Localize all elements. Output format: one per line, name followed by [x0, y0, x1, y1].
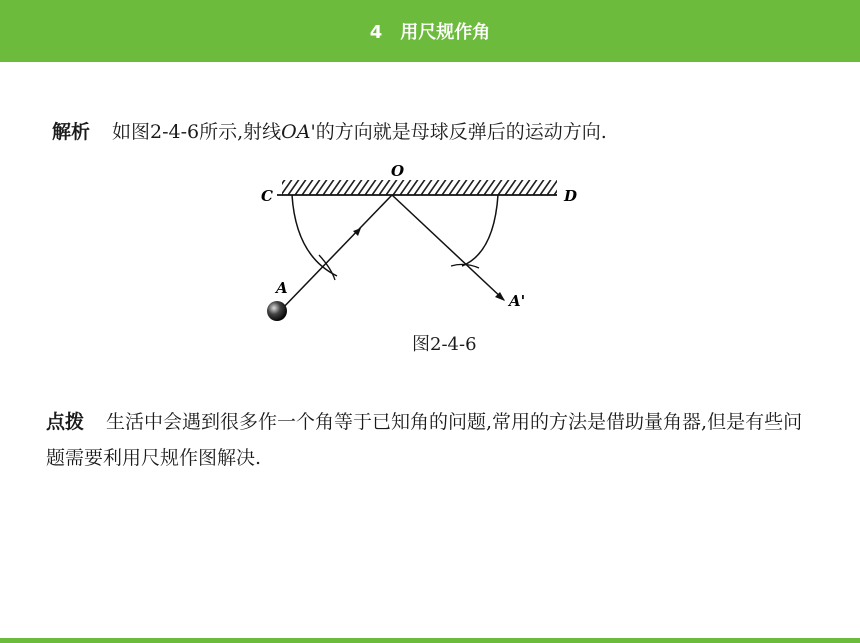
analysis-text-after: 的方向就是母球反弹后的运动方向.	[315, 121, 607, 143]
label-d: D	[564, 187, 578, 205]
figure-caption: 图2-4-6	[412, 334, 477, 355]
tip-label: 点拨	[46, 411, 85, 433]
label-c: C	[261, 187, 273, 205]
label-o: O	[391, 162, 405, 180]
wall-hatching	[282, 180, 557, 195]
analysis-label: 解析	[52, 121, 91, 143]
left-arc	[292, 195, 337, 276]
cue-ball	[267, 301, 287, 321]
incident-ray-ao	[279, 195, 392, 312]
footer-bar	[0, 638, 860, 643]
label-a-prime: A'	[509, 292, 526, 310]
header-bar	[0, 0, 860, 62]
analysis-paragraph	[52, 114, 822, 150]
reflection-figure	[255, 158, 595, 328]
right-arc-mark	[451, 264, 479, 268]
label-a: A	[276, 279, 288, 297]
reflected-ray-oa-prime	[392, 195, 504, 300]
analysis-text-before: 如图2-4-6所示,射线	[112, 121, 282, 143]
tip-text: 生活中会遇到很多作一个角等于已知角的问题,常用的方法是借助量角器,但是有些问题需要利用尺规作图解决.	[46, 411, 803, 469]
right-arc	[462, 195, 498, 266]
page-title: 4 用尺规作角	[369, 22, 491, 43]
analysis-math: OA'	[281, 121, 316, 143]
tip-paragraph	[46, 404, 816, 476]
